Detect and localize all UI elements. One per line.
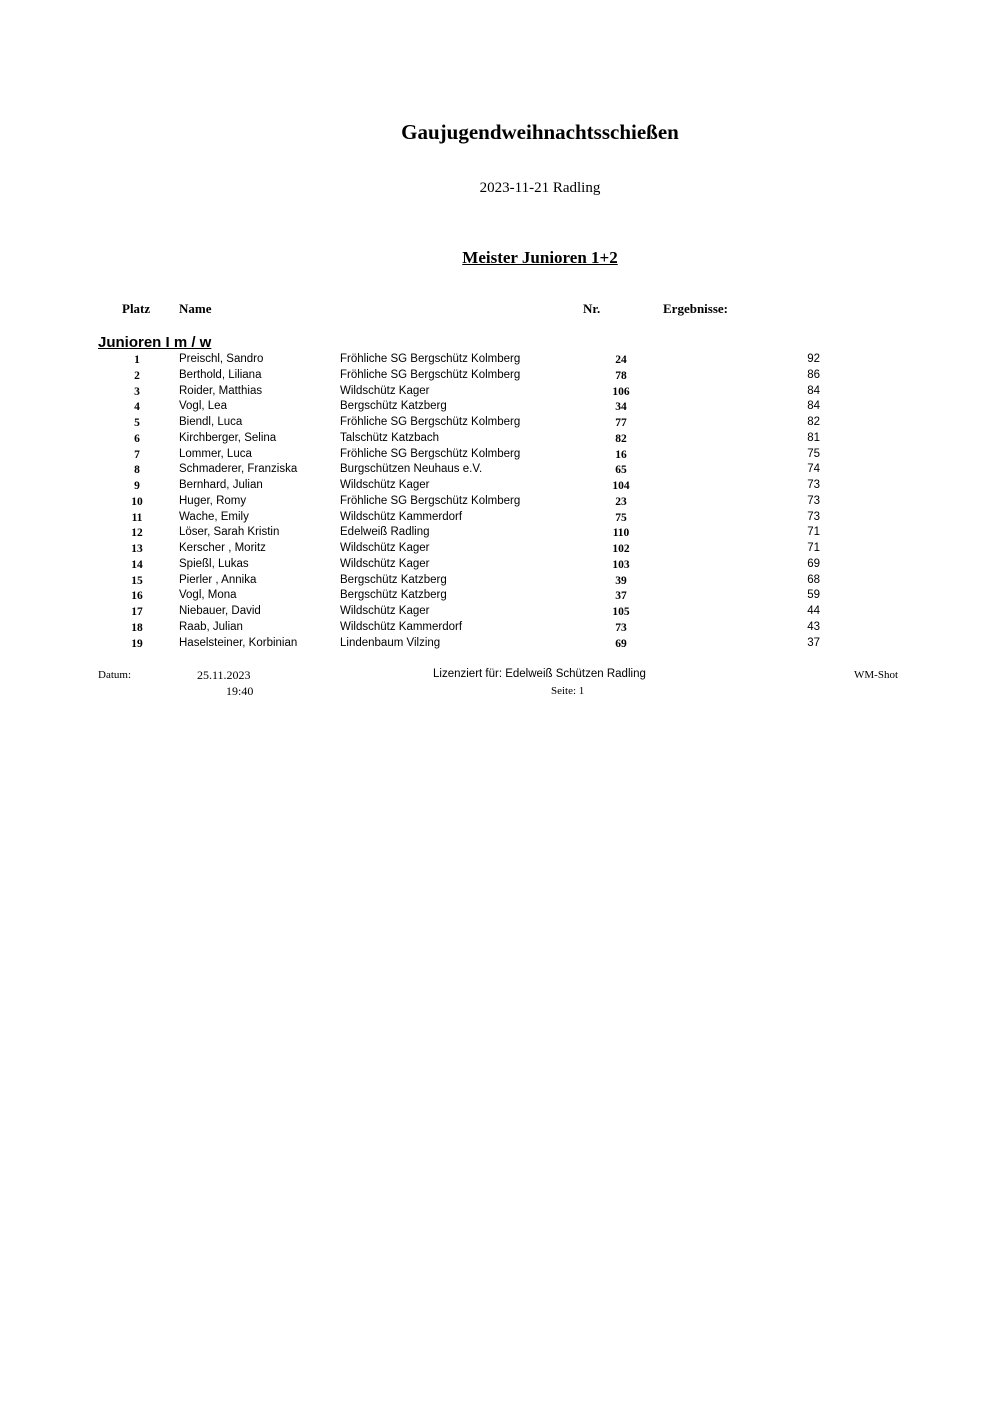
rank-cell: 18 [131,621,143,634]
number-cell: 104 [612,480,630,492]
number-cell: 110 [612,527,630,540]
rank-cell: 9 [134,480,140,492]
footer-license: Lizenziert für: Edelweiß Schützen Radling [433,668,646,680]
score-cell: 43 [807,620,820,633]
table-row [0,604,1000,620]
number-cell: 78 [615,369,627,382]
name-cell: Bernhard, Julian [179,479,263,491]
score-cell: 37 [807,636,820,649]
rank-cell: 1 [134,354,140,366]
column-header-ergebnisse: Ergebnisse: [663,301,728,316]
footer-software: WM-Shot [854,669,898,681]
table-row [0,636,1000,652]
footer-time: 19:40 [226,684,254,698]
number-cell: 75 [615,511,627,524]
club-cell: Fröhliche SG Bergschütz Kolmberg [340,416,521,428]
rank-cell: 3 [134,385,140,398]
number-cell: 73 [615,621,627,634]
rank-cell: 5 [134,417,140,429]
name-cell: Raab, Julian [179,620,243,633]
rank-cell: 2 [134,369,140,382]
name-cell: Haselsteiner, Korbinian [179,636,298,649]
table-row [0,525,1000,541]
score-cell: 86 [807,368,820,381]
score-cell: 71 [807,542,820,554]
rank-cell: 16 [131,590,143,603]
table-row [0,541,1000,557]
table-row [0,368,1000,384]
score-cell: 84 [807,384,820,397]
number-cell: 16 [615,448,627,461]
club-cell: Wildschütz Kammerdorf [340,620,463,633]
rank-cell: 6 [134,432,140,445]
rank-cell: 12 [131,527,143,540]
number-cell: 82 [615,432,627,445]
club-cell: Wildschütz Kager [340,605,430,617]
number-cell: 77 [615,417,627,429]
score-cell: 73 [807,510,820,523]
club-cell: Talschütz Katzbach [340,431,440,444]
number-cell: 24 [615,354,627,366]
number-cell: 105 [612,606,630,618]
footer-date: 25.11.2023 [197,668,251,682]
club-cell: Wildschütz Kager [340,479,430,491]
table-row [0,384,1000,400]
score-cell: 92 [807,353,820,365]
club-cell: Bergschütz Katzberg [340,400,447,413]
name-cell: Vogl, Lea [179,400,227,413]
table-row [0,588,1000,604]
club-cell: Fröhliche SG Bergschütz Kolmberg [340,447,521,460]
table-row [0,620,1000,636]
score-cell: 59 [807,589,820,602]
document-title: Gaujugendweihnachtsschießen [401,120,679,144]
footer-date-label: Datum: [98,669,131,681]
score-cell: 74 [807,463,820,476]
name-cell: Preischl, Sandro [179,353,264,365]
rank-cell: 19 [131,637,143,650]
name-cell: Niebauer, David [179,605,261,617]
club-cell: Wildschütz Kager [340,384,430,397]
rank-cell: 14 [131,558,143,571]
table-row [0,352,1000,368]
rank-cell: 8 [134,464,140,477]
score-cell: 69 [807,557,820,570]
table-row [0,510,1000,526]
table-row [0,431,1000,447]
name-cell: Roider, Matthias [179,384,263,397]
number-cell: 106 [612,385,630,398]
rank-cell: 11 [131,511,143,524]
number-cell: 102 [612,543,630,555]
rank-cell: 10 [131,495,143,508]
name-cell: Schmaderer, Franziska [179,463,298,476]
club-cell: Wildschütz Kammerdorf [340,510,463,523]
club-cell: Wildschütz Kager [340,542,430,554]
club-cell: Bergschütz Katzberg [340,573,447,586]
club-cell: Fröhliche SG Bergschütz Kolmberg [340,353,521,365]
name-cell: Spießl, Lukas [179,557,249,570]
club-cell: Fröhliche SG Bergschütz Kolmberg [340,494,521,507]
table-row [0,415,1000,431]
footer-page-number: Seite: 1 [551,685,585,697]
number-cell: 39 [615,574,627,587]
score-cell: 73 [807,479,820,491]
number-cell: 69 [615,637,627,650]
score-cell: 81 [807,431,820,444]
table-row [0,573,1000,589]
number-cell: 34 [615,401,627,414]
club-cell: Wildschütz Kager [340,557,430,570]
club-cell: Bergschütz Katzberg [340,589,447,602]
club-cell: Lindenbaum Vilzing [340,636,441,649]
number-cell: 23 [615,495,627,508]
number-cell: 65 [615,464,627,477]
column-header-nr: Nr. [583,301,601,316]
table-row [0,462,1000,478]
name-cell: Vogl, Mona [179,589,237,602]
rank-cell: 17 [131,606,143,618]
name-cell: Berthold, Liliana [179,368,262,381]
score-cell: 84 [807,400,820,413]
table-row [0,478,1000,494]
score-cell: 71 [807,526,820,539]
name-cell: Pierler , Annika [179,573,257,586]
rank-cell: 13 [131,543,143,555]
rank-cell: 15 [131,574,143,587]
table-row [0,494,1000,510]
score-cell: 73 [807,494,820,507]
section-title: Meister Junioren 1+2 [462,248,618,267]
score-cell: 68 [807,573,820,586]
score-cell: 44 [807,605,820,617]
name-cell: Löser, Sarah Kristin [179,526,280,539]
table-row [0,447,1000,463]
group-title: Junioren I m / w [98,334,212,351]
name-cell: Kerscher , Moritz [179,542,266,554]
table-row [0,557,1000,573]
club-cell: Fröhliche SG Bergschütz Kolmberg [340,368,521,381]
name-cell: Huger, Romy [179,494,247,507]
score-cell: 75 [807,447,820,460]
document-subtitle: 2023-11-21 Radling [479,180,601,196]
number-cell: 37 [615,590,627,603]
score-cell: 82 [807,416,820,428]
column-header-name: Name [179,301,212,316]
results-table [0,352,1000,651]
club-cell: Edelweiß Radling [340,526,430,539]
column-header-platz: Platz [122,301,151,316]
name-cell: Wache, Emily [179,510,249,523]
name-cell: Lommer, Luca [179,447,252,460]
club-cell: Burgschützen Neuhaus e.V. [340,463,483,476]
number-cell: 103 [612,558,630,571]
table-row [0,399,1000,415]
name-cell: Kirchberger, Selina [179,431,277,444]
rank-cell: 7 [134,448,140,461]
name-cell: Biendl, Luca [179,416,243,428]
rank-cell: 4 [134,401,140,414]
